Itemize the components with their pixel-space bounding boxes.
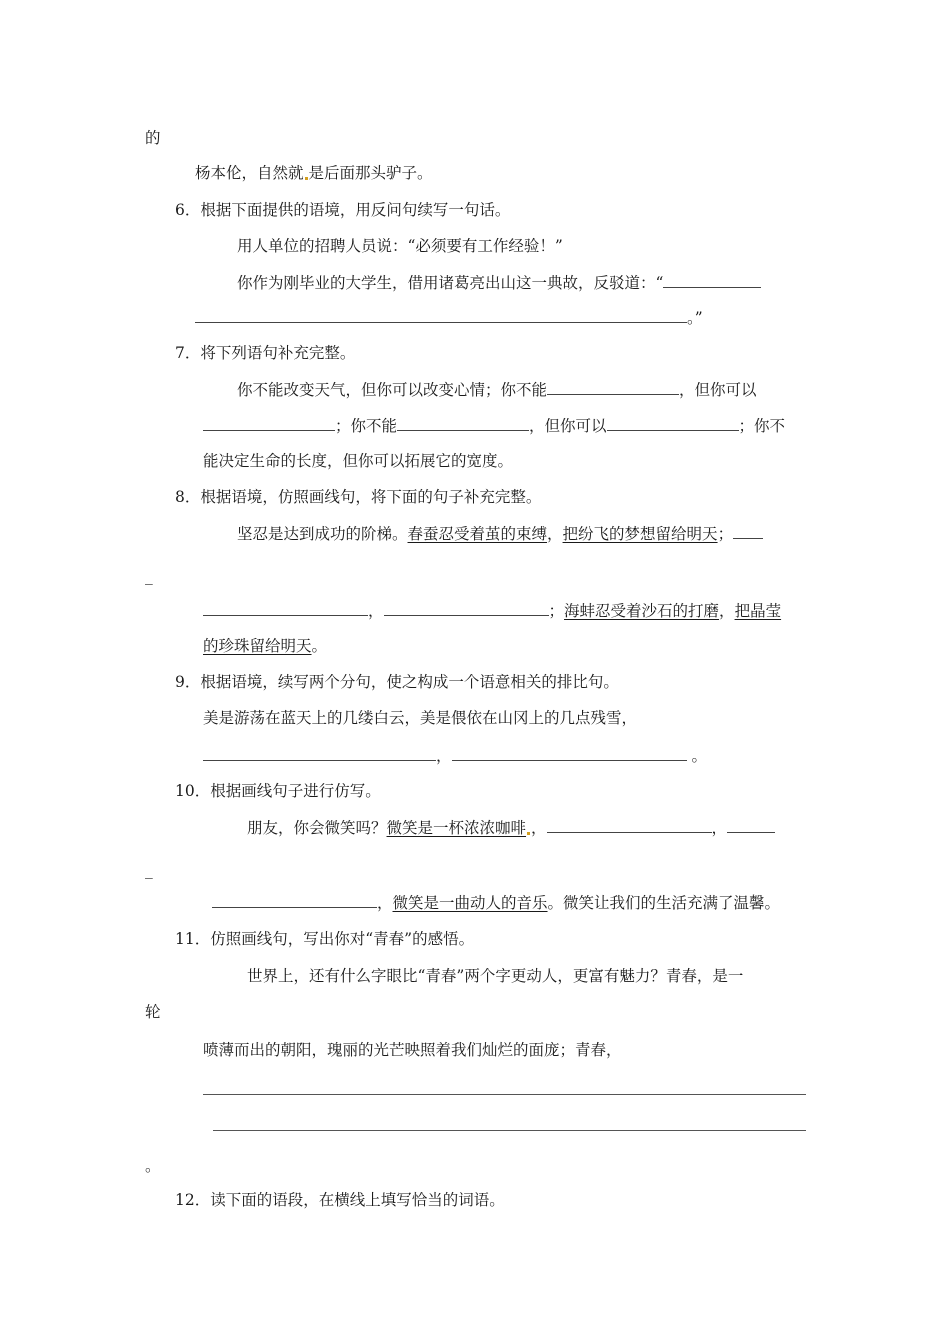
fragment-lun: 轮 [145, 1003, 161, 1021]
text-part: 朋友，你会微笑吗？ [247, 819, 387, 837]
underlined-sentence: 微笑是一杯浓浓咖啡 [386, 819, 527, 837]
answer-line[interactable] [213, 1130, 806, 1131]
text-part: ， [377, 894, 393, 912]
question-10-line-1 [247, 817, 775, 838]
answer-blank[interactable] [727, 817, 775, 833]
answer-blank[interactable] [663, 272, 761, 288]
answer-blank[interactable] [733, 523, 763, 539]
underlined-sentence: 把纷飞的梦想留给明天 [562, 525, 718, 543]
question-6-title: 6．根据下面提供的语境，用反问句续写一句话。 [175, 201, 511, 219]
question-7-line-1 [237, 379, 757, 400]
text-part: ； [717, 525, 734, 543]
answer-blank[interactable] [203, 745, 436, 761]
answer-blank[interactable] [397, 415, 529, 431]
text-part: 杨本伦，自然就 [195, 164, 304, 182]
text-part: 。 [691, 747, 707, 765]
answer-blank[interactable] [212, 892, 377, 908]
text-part: 你不能改变天气，但你可以改变心情；你不能 [237, 381, 548, 399]
question-8-line-2 [203, 600, 781, 621]
question-7-line-2 [203, 415, 785, 436]
question-11-line-1: 世界上，还有什么字眼比“青春”两个字更动人，更富有魅力？青春，是一 [247, 967, 744, 985]
text-part: ； [548, 602, 565, 620]
text-part: 坚忍是达到成功的阶梯。 [237, 525, 408, 543]
underlined-sentence: 春蚕忍受着茧的束缚 [407, 525, 548, 543]
marker-dot [305, 177, 308, 180]
text-part: 。微笑让我们的生活充满了温馨。 [547, 894, 781, 912]
question-8-line-1 [237, 523, 763, 544]
question-7-line-3: 能决定生命的长度，但你可以拓展它的宽度。 [203, 452, 514, 470]
text-part: ， [547, 525, 563, 543]
marker-dot [527, 832, 530, 835]
question-8-line-3 [203, 636, 327, 656]
text-part: 是后面那头驴子。 [308, 164, 433, 182]
question-9-context: 美是游荡在蓝天上的几缕白云，美是偎依在山冈上的几点残雪， [203, 709, 638, 727]
question-12-title: 12．读下面的语段，在横线上填写恰当的词语。 [175, 1191, 505, 1209]
question-9-answer-line [203, 745, 707, 766]
answer-blank[interactable] [607, 415, 739, 431]
text-part: ， [368, 602, 384, 620]
text-part: ；你不 [738, 417, 786, 435]
question-10-title: 10．根据画线句子进行仿写。 [175, 782, 381, 800]
answer-blank[interactable] [452, 745, 687, 761]
text-part: ， [711, 819, 728, 837]
question-11-line-2: 喷薄而出的朝阳，瑰丽的光芒映照着我们灿烂的面庞；青春， [203, 1041, 622, 1059]
dash-fragment: _ [145, 861, 153, 879]
fragment-de: 的 [145, 129, 161, 147]
answer-blank[interactable] [547, 379, 679, 395]
text-part: 。” [687, 309, 703, 327]
underlined-sentence: 微笑是一曲动人的音乐 [392, 894, 548, 912]
question-6-context: 用人单位的招聘人员说：“必须要有工作经验！” [237, 237, 563, 255]
period-fragment: 。 [145, 1157, 161, 1175]
question-10-line-2 [212, 892, 780, 913]
answer-blank[interactable] [195, 307, 687, 323]
answer-line[interactable] [203, 1094, 806, 1095]
text-part: ， [719, 602, 735, 620]
text-part: ；你不能 [335, 417, 398, 435]
text-part: 。 [311, 637, 328, 655]
underlined-sentence: 海蚌忍受着沙石的打磨 [564, 602, 720, 620]
dash-fragment: _ [145, 567, 153, 585]
text-line [195, 163, 433, 183]
question-8-title: 8．根据语境，仿照画线句，将下面的句子补充完整。 [175, 488, 542, 506]
question-9-title: 9．根据语境，续写两个分句，使之构成一个语意相关的排比句。 [175, 673, 619, 691]
answer-blank[interactable] [547, 817, 712, 833]
text-part: 你作为刚毕业的大学生，借用诸葛亮出山这一典故，反驳道：“ [237, 274, 664, 292]
underlined-sentence: 把晶莹 [734, 602, 782, 620]
text-part: ， [531, 819, 547, 837]
question-6-answer-line [195, 307, 703, 328]
answer-blank[interactable] [203, 600, 368, 616]
text-part: ， [436, 747, 452, 765]
question-7-title: 7．将下列语句补充完整。 [175, 344, 356, 362]
underlined-sentence: 的珍珠留给明天 [203, 637, 312, 655]
text-part: ，但你可以 [679, 381, 757, 399]
question-6-prompt [237, 272, 761, 293]
answer-blank[interactable] [203, 415, 335, 431]
question-11-title: 11．仿照画线句，写出你对“青春”的感悟。 [175, 930, 475, 948]
text-part: ，但你可以 [529, 417, 607, 435]
answer-blank[interactable] [384, 600, 549, 616]
